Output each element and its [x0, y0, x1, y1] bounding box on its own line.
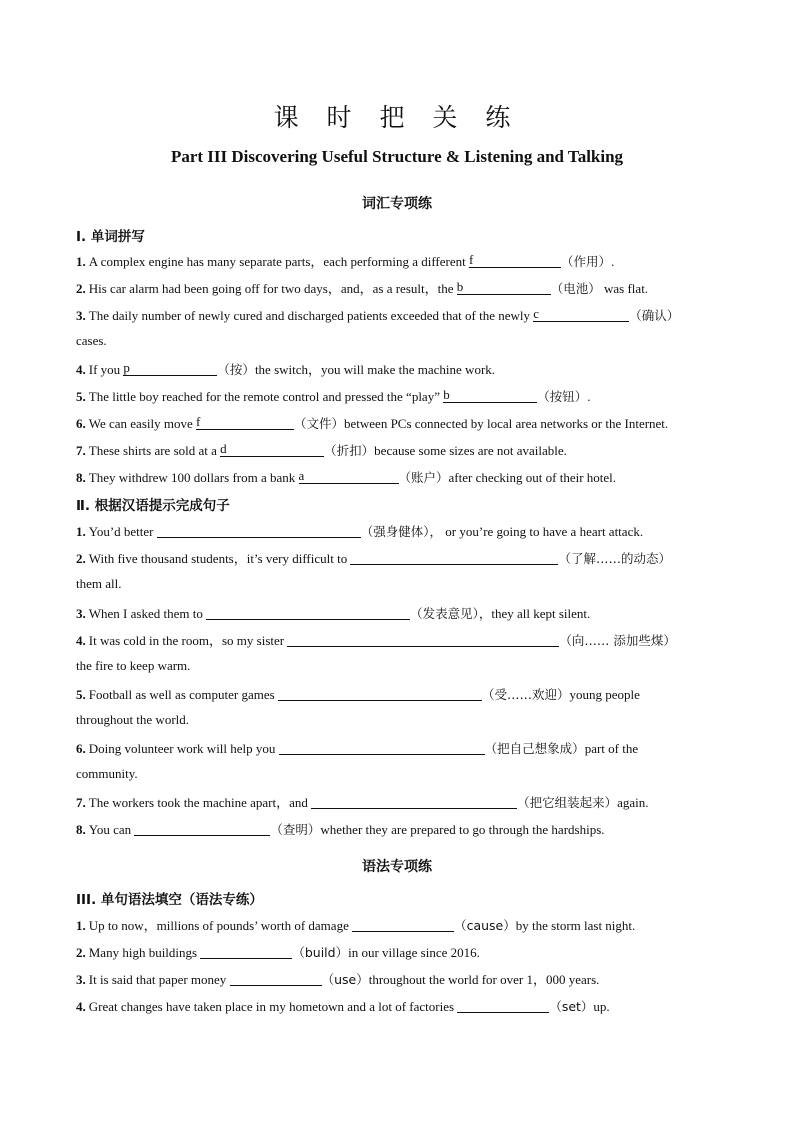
answer-blank[interactable] [457, 280, 551, 295]
item-number: 3. [76, 606, 86, 621]
item-number: 1. [76, 254, 86, 269]
hint-text: （set） [549, 999, 594, 1014]
part2-item-6 [76, 738, 732, 758]
hint-text: （强身健体）， [360, 524, 443, 539]
item-number: 6. [76, 416, 86, 431]
answer-blank[interactable] [457, 998, 549, 1013]
initial-letter: b [456, 279, 464, 294]
item-number: 8. [76, 822, 86, 837]
item-text: The daily number of newly cured and discharged patients exceeded that of the newly [88, 308, 534, 323]
answer-blank[interactable] [279, 740, 485, 755]
item-number: 2. [76, 551, 86, 566]
item-text: they all kept silent. [491, 606, 591, 621]
part1-item-8 [76, 467, 732, 487]
item-number: 4. [76, 633, 86, 648]
part3-heading: III. 单句语法填空（语法专练） [76, 892, 263, 908]
initial-letter: b [443, 387, 450, 402]
answer-blank[interactable] [230, 971, 322, 986]
item-text: They withdrew 100 dollars from a bank [88, 470, 299, 485]
answer-blank[interactable] [278, 686, 482, 701]
item-text: . [587, 389, 591, 404]
hint-text: （确认） [629, 308, 680, 323]
part2-item-7 [76, 792, 732, 812]
hint-text: （向…… 添加些煤） [559, 633, 676, 648]
part2-item-5 [76, 684, 732, 704]
item-text: The little boy reached for the remote control and pressed the “play” [88, 389, 444, 404]
hint-text: （文件） [294, 416, 345, 431]
answer-blank[interactable] [157, 523, 361, 538]
item-text: or you’re going to have a heart attack. [442, 524, 644, 539]
item-number: 6. [76, 741, 86, 756]
item-text: Many high buildings [88, 945, 201, 960]
hint-text: （cause） [454, 918, 516, 933]
item-text: the switch，you will make the machine work. [254, 362, 496, 377]
answer-blank[interactable] [200, 944, 292, 959]
page-subtitle: Part III Discovering Useful Structure & Listening and Talking [170, 147, 624, 166]
answer-blank[interactable] [299, 469, 399, 484]
item-text: part of the [584, 741, 639, 756]
item-number: 1. [76, 524, 86, 539]
part3-item-4 [76, 996, 732, 1016]
item-text: up. [593, 999, 610, 1014]
item-number: 7. [76, 443, 86, 458]
answer-blank[interactable] [469, 253, 561, 268]
item-number: 4. [76, 362, 86, 377]
part2-heading: Ⅱ. 根据汉语提示完成句子 [76, 498, 230, 514]
item-text: by the storm last night. [515, 918, 636, 933]
part1-item-6 [76, 413, 732, 433]
hint-text: （把自己想象成） [484, 741, 585, 756]
item-text: With five thousand students，it’s very difficult to [88, 551, 351, 566]
item-number: 2. [76, 281, 86, 296]
page-title: 课 时 把 关 练 [273, 103, 521, 132]
item-number: 3. [76, 972, 86, 987]
item-text: It was cold in the room，so my sister [88, 633, 288, 648]
answer-blank[interactable] [352, 917, 454, 932]
item-number: 4. [76, 999, 86, 1014]
part2-item-4 [76, 630, 732, 650]
item-text: Great changes have taken place in my hometown and a lot of factories [88, 999, 458, 1014]
item-text: If you [88, 362, 124, 377]
hint-text: （build） [292, 945, 349, 960]
part2-item-5-continued: throughout the world. [76, 712, 190, 727]
part2-item-8 [76, 819, 732, 839]
part1-heading: Ⅰ. 单词拼写 [76, 229, 145, 245]
answer-blank[interactable] [350, 550, 558, 565]
item-text: These shirts are sold at a [88, 443, 221, 458]
answer-blank[interactable] [206, 605, 410, 620]
part2-item-2 [76, 548, 732, 568]
item-text: Football as well as computer games [88, 687, 278, 702]
item-number: 7. [76, 795, 86, 810]
initial-letter: a [298, 468, 305, 483]
hint-text: （发表意见）， [410, 606, 492, 621]
initial-letter: c [533, 306, 540, 321]
answer-blank[interactable] [311, 794, 517, 809]
answer-blank[interactable] [123, 361, 217, 376]
item-text: in our village since 2016. [348, 945, 480, 960]
part1-item-3-continued: cases. [76, 333, 107, 348]
initial-letter: f [468, 252, 474, 267]
item-text: You can [88, 822, 135, 837]
part3-item-2 [76, 942, 732, 962]
answer-blank[interactable] [134, 821, 270, 836]
part2-item-6-continued: community. [76, 766, 138, 781]
answer-blank[interactable] [287, 632, 559, 647]
item-text: When I asked them to [88, 606, 207, 621]
hint-text: （按） [217, 362, 255, 377]
vocab-section-heading: 词汇专项练 [362, 196, 432, 212]
initial-letter: d [220, 441, 227, 456]
item-number: 8. [76, 470, 86, 485]
hint-text: （作用） [560, 254, 611, 269]
hint-text: （折扣） [324, 443, 375, 458]
hint-text: （把它组装起来） [517, 795, 618, 810]
part1-item-5 [76, 386, 732, 406]
hint-text: （use） [321, 972, 369, 987]
part3-item-3 [76, 969, 732, 989]
item-text: We can easily move [88, 416, 196, 431]
initial-letter: p [123, 360, 130, 375]
hint-text: （受……欢迎） [481, 687, 570, 702]
item-number: 3. [76, 308, 86, 323]
grammar-section-heading: 语法专项练 [362, 859, 432, 875]
item-text: was flat. [600, 281, 649, 296]
hint-text: （账户） [398, 470, 449, 485]
hint-text: （按钮） [537, 389, 588, 404]
item-text: young people [569, 687, 640, 702]
item-text: between PCs connected by local area networks or the Internet. [344, 416, 669, 431]
hint-text: （了解……的动态） [558, 551, 671, 566]
item-text: Doing volunteer work will help you [88, 741, 279, 756]
answer-blank[interactable] [220, 442, 324, 457]
initial-letter: f [196, 414, 201, 429]
answer-blank[interactable] [443, 388, 537, 403]
part2-item-4-continued: the fire to keep warm. [76, 658, 191, 673]
part2-item-1 [76, 521, 732, 541]
item-text: whether they are prepared to go through the hardships. [320, 822, 605, 837]
part1-item-4 [76, 359, 732, 379]
item-text: throughout the world for over 1，000 years. [368, 972, 600, 987]
item-text: A complex engine has many separate parts，each performing a different [88, 254, 469, 269]
part1-item-3 [76, 305, 732, 325]
part1-item-7 [76, 440, 732, 460]
item-number: 5. [76, 389, 86, 404]
item-text: Up to now，millions of pounds’ worth of damage [88, 918, 353, 933]
answer-blank[interactable] [533, 307, 629, 322]
part1-item-1 [76, 251, 732, 271]
item-text: after checking out of their hotel. [448, 470, 617, 485]
item-text: His car alarm had been going off for two days，and，as a result，the [88, 281, 457, 296]
part2-item-2-continued: them all. [76, 576, 122, 591]
hint-text: （查明） [270, 822, 321, 837]
item-number: 2. [76, 945, 86, 960]
item-text: The workers took the machine apart，and [88, 795, 312, 810]
item-number: 5. [76, 687, 86, 702]
item-text: again. [617, 795, 649, 810]
part3-item-1 [76, 915, 732, 935]
part2-item-3 [76, 603, 732, 623]
part1-item-2 [76, 278, 732, 298]
item-text: You’d better [88, 524, 157, 539]
item-text: . [611, 254, 615, 269]
hint-text: （电池） [550, 281, 601, 296]
item-number: 1. [76, 918, 86, 933]
answer-blank[interactable] [196, 415, 294, 430]
item-text: because some sizes are not available. [374, 443, 567, 458]
item-text: It is said that paper money [88, 972, 230, 987]
